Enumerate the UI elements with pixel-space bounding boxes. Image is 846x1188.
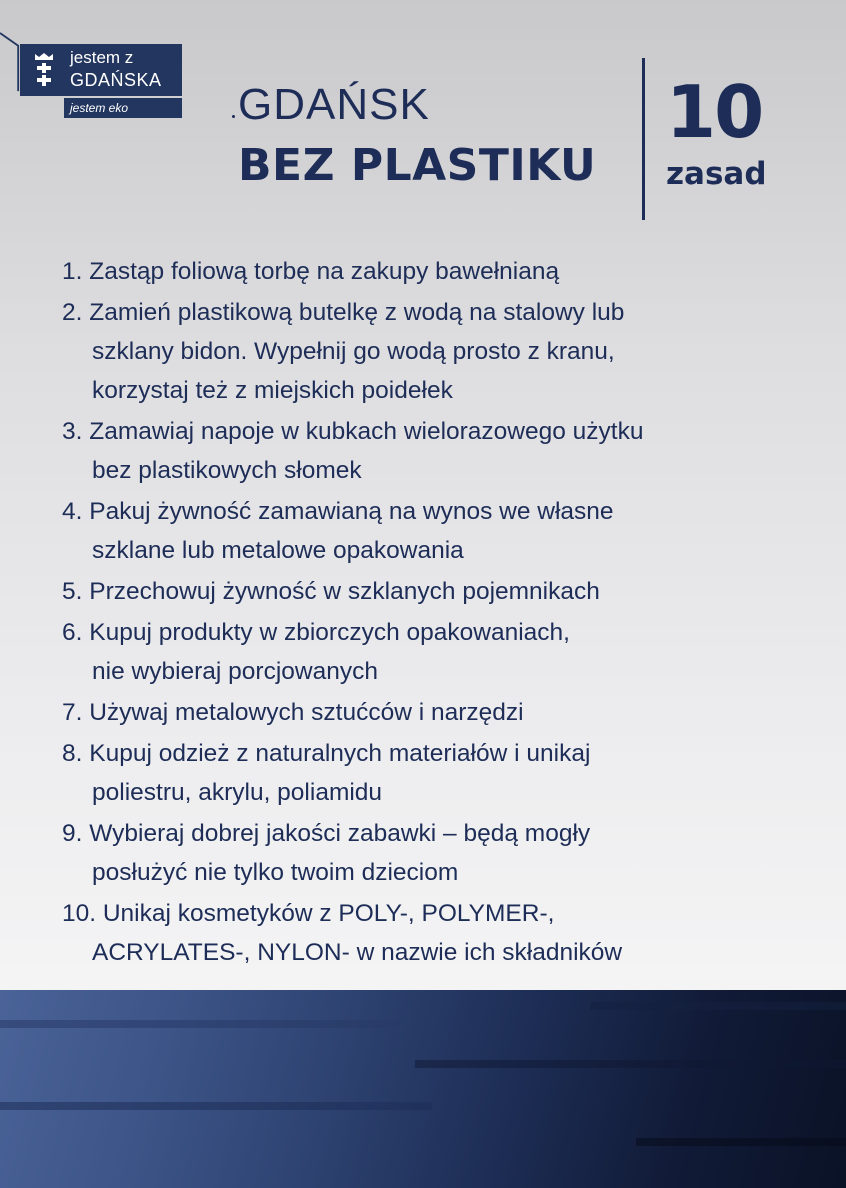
jestem-z-gdanska-logo (0, 30, 182, 120)
logo-badge (20, 44, 182, 96)
footer-stripe (636, 1138, 846, 1146)
logo-text-gdanska: GDAŃSKA (70, 70, 162, 90)
rule-line: bez plastikowych słomek (92, 457, 362, 484)
rule-item (62, 412, 822, 492)
rule-line: poliestru, akrylu, poliamidu (92, 779, 383, 806)
rule-line: 3. Zamawiaj napoje w kubkach wielorazowego użytku (62, 418, 644, 445)
gdansk-crosses-crown-icon (22, 46, 66, 94)
footer-stripe (415, 1060, 846, 1068)
rules-count-number: 10 (666, 70, 763, 154)
rule-line: szklany bidon. Wypełnij go wodą prosto z kranu, (92, 338, 615, 365)
logo-tagline: jestem eko (64, 98, 182, 118)
rule-line: 1. Zastąp foliową torbę na zakupy bawełnianą (62, 258, 560, 285)
title-gdansk: GDAŃSK (238, 80, 430, 129)
rule-line: 5. Przechowuj żywność w szklanych pojemnikach (62, 578, 600, 605)
rule-line: ACRYLATES-, NYLON- w nazwie ich składników (92, 939, 623, 966)
rule-line: szklane lub metalowe opakowania (92, 537, 464, 564)
rule-item (62, 252, 822, 293)
rule-line: korzystaj też z miejskich poidełek (92, 377, 453, 404)
rule-item (62, 293, 822, 412)
rule-item (62, 613, 822, 693)
rule-line: 7. Używaj metalowych sztućców i narzędzi (62, 699, 524, 726)
rule-line: posłużyć nie tylko twoim dzieciom (92, 859, 459, 886)
rules-list (62, 252, 822, 974)
rule-item (62, 814, 822, 894)
footer-stripe (590, 1002, 846, 1010)
rule-line: 8. Kupuj odzież z naturalnych materiałów i unikaj (62, 740, 591, 767)
footer-band (0, 990, 846, 1188)
title-dot-decoration (232, 115, 235, 118)
rule-line: nie wybieraj porcjowanych (92, 658, 378, 685)
rule-item (62, 894, 822, 974)
title-divider (642, 58, 645, 220)
rule-line: 6. Kupuj produkty w zbiorczych opakowaniach, (62, 619, 570, 646)
rule-line: 10. Unikaj kosmetyków z POLY-, POLYMER-, (62, 900, 555, 927)
footer-stripe (0, 1102, 432, 1110)
rule-item (62, 572, 822, 613)
rule-item (62, 693, 822, 734)
rule-line: 4. Pakuj żywność zamawianą na wynos we własne (62, 498, 614, 525)
logo-text-jestem-z: jestem z (70, 48, 134, 67)
rule-line: 9. Wybieraj dobrej jakości zabawki – będą mogły (62, 820, 591, 847)
rule-line: 2. Zamień plastikową butelkę z wodą na stalowy lub (62, 299, 625, 326)
rule-item (62, 734, 822, 814)
footer-stripe (0, 1020, 400, 1028)
rules-count-word: zasad (666, 156, 767, 192)
title-bez-plastiku: BEZ PLASTIKU (238, 140, 597, 191)
logo-frame-decoration (0, 30, 20, 96)
rule-item (62, 492, 822, 572)
